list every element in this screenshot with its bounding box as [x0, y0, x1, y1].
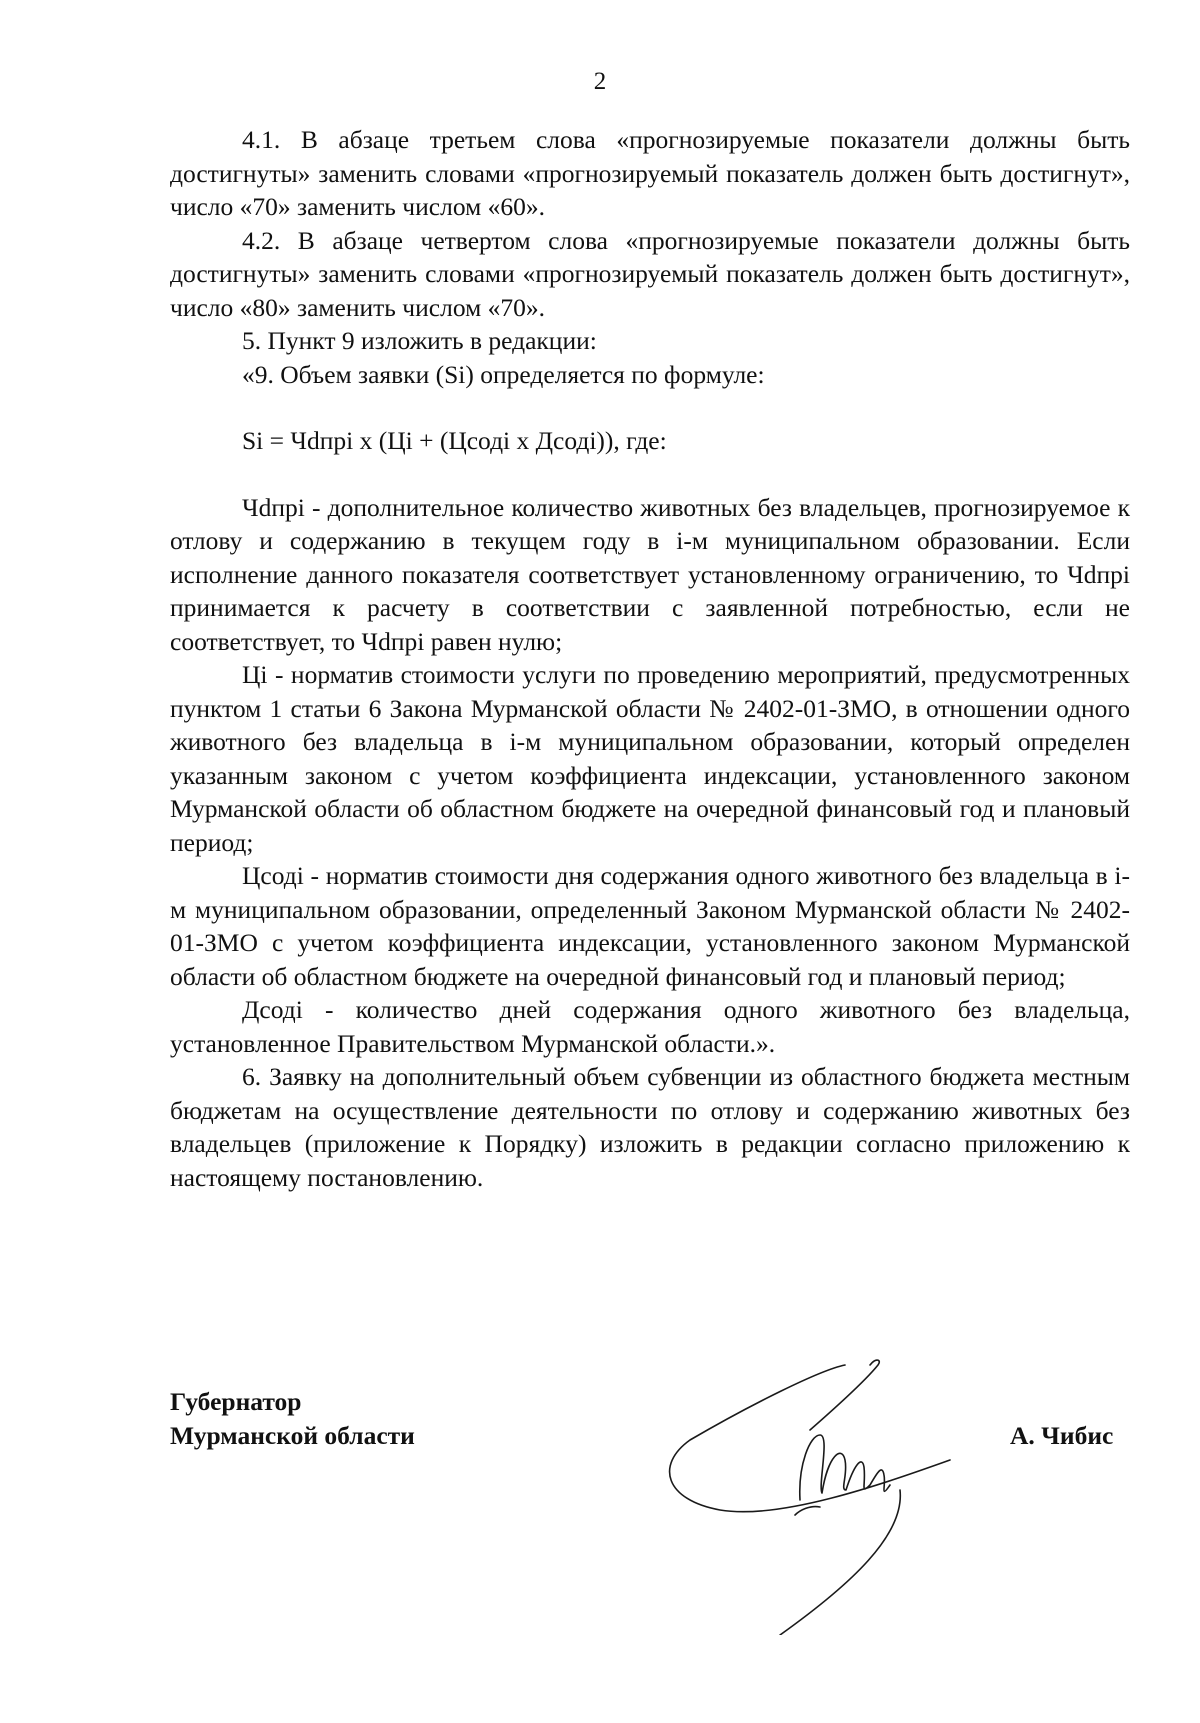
page-number: 2 [593, 68, 607, 95]
definition-tsi: Цi - норматив стоимости услуги по проведению мероприятий, предусмотренных пунктом 1 статьи 6 Закона Мурманской области № 2402-01-ЗМО, в отношении одного животного без владельца в i-м муниципальном образовании, который определен указанным законом с учетом коэффициента индексации, установленного законом Мурманской области об областном бюджете на очередной финансовый год и плановый период; [170, 660, 1130, 857]
signature-loop [670, 1365, 950, 1512]
signature-letters [800, 1435, 890, 1500]
signatory-position-line2: Мурманской области [170, 1421, 415, 1450]
paragraph-6: 6. Заявку на дополнительный объем субвенции из областного бюджета местным бюджетам на осуществление деятельности по отлову и содержанию животных без владельцев (приложение к Порядку) изложить в редакции согласно приложению к настоящему постановлению. [170, 1062, 1130, 1192]
signatory-name: А. Чибис [1010, 1421, 1114, 1450]
definition-chdpri: Чdпрi - дополнительное количество животных без владельцев, прогнозируемое к отлову и содержанию в текущем году в i-м муниципальном образовании. Если исполнение данного показателя соответствует установленному ограничению, то Чdпрi принимается к расчету в соответствии с заявленной потребностью, если не соответствует, то Чdпрi равен нулю; [170, 492, 1130, 656]
paragraph-4-2: 4.2. В абзаце четвертом слова «прогнозируемые показатели должны быть достигнуты» заменить словами «прогнозируемый показатель должен быть достигнут», число «80» заменить числом «70». [170, 225, 1130, 322]
signatory-position [170, 1385, 415, 1453]
paragraph-5: 5. Пункт 9 изложить в редакции: [242, 326, 597, 355]
paragraph-9-intro: «9. Объем заявки (Si) определяется по формуле: [242, 359, 765, 389]
signature-upper-stroke [810, 1360, 879, 1430]
definition-dsodi: Дсодi - количество дней содержания одного животного без владельца, установленное Правительством Мурманской области.». [170, 995, 1130, 1058]
handwritten-signature-icon [650, 1335, 1010, 1635]
definition-tsodi: Цсодi - норматив стоимости дня содержания одного животного без владельца в i-м муниципальном образовании, определенный Законом Мурманской области № 2402-01-ЗМО с учетом коэффициента индексации, установленного законом Мурманской области об областном бюджете на очередной финансовый год и плановый период; [170, 861, 1130, 991]
signatory-position-line1: Губернатор [170, 1387, 302, 1416]
document-body [170, 123, 1130, 1194]
formula: Si = Чdпрi x (Цi + (Цсодi x Дсодi)), где: [242, 426, 667, 455]
paragraph-4-1: 4.1. В абзаце третьем слова «прогнозируемые показатели должны быть достигнуты» заменить словами «прогнозируемый показатель должен быть достигнут», число «70» заменить числом «60». [170, 125, 1130, 221]
signature-tick [795, 1507, 820, 1515]
